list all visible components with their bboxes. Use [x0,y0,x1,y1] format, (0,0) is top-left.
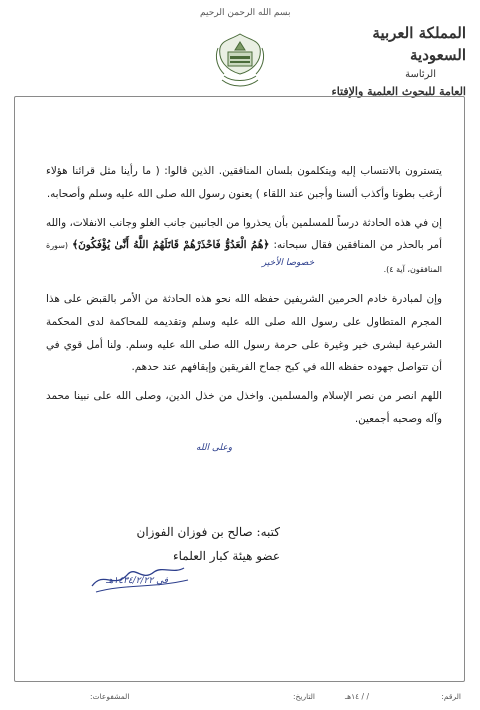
handwritten-note-2: وعلى الله [196,443,233,453]
date-label: التاريخ: [293,692,315,701]
quran-verse: ﴿هُمُ الْعَدُوُّ فَاحْذَرْهُمْ قَاتَلَهُمُ اللَّهُ أَنَّىٰ يُؤْفَكُونَ﴾ [72,239,270,252]
handwritten-note-1: خصوصا الأخير [262,258,315,268]
kingdom-title: المملكة العربية السعودية [372,24,466,64]
presidency-emblem-icon [212,30,268,94]
letterhead [316,22,466,100]
author-title: عضو هيئة كبار العلماء [173,549,280,563]
paragraph-2 [46,212,442,282]
department-title: العامة للبحوث العلمية والإفتاء [331,85,466,98]
presidency-title: الرئاسة [405,69,436,80]
signature-date: في ١٤٣٤/٢/٢٢هـ [106,576,168,586]
letter-body [46,160,442,437]
ref-label: الرقم: [441,692,461,701]
paragraph-4: اللهم انصر من نصر الإسلام والمسلمين. واخذل من خذل الدين، وصلى الله على نبينا محمد وآله وصحبه أجمعين. [46,390,442,425]
date-value: / / ١٤هـ [344,692,369,701]
basmala: بسم الله الرحمن الرحيم [200,8,291,18]
paragraph-2-text: إن في هذه الحادثة درساً للمسلمين بأن يحذروا من الجانبين جانب الغلو وجانب الانفلات، والله أمر بالحذر من المنافقين فقال سبحانه: [46,216,442,252]
paragraph-3: وإن لمبادرة خادم الحرمين الشريفين حفظه الله نحو هذه الحادثة من الأمر بالقبض على هذا المجرم المتطاول على رسول الله صلى الله عليه وسلم وتقديمه للمحاكمة لدى المحكمة الشرعية لبشرى خير وغيرة على حرمة رسول الله صلى الله عليه وسلم. ولنا أمل قوي في أن تتواصل جهوده حفظه الله في كبح جماح الفريقين وإيقافهم عند حدهم. [46,292,442,374]
paragraph-1: يتسترون بالانتساب إليه ويتكلمون بلسان المنافقين. الذين قالوا: ( ما رأينا مثل قرائنا هؤلاء أرغب بطونا وأكذب ألسنا وأجبن عند اللقاء ) يعنون رسول الله صلى الله عليه وسلم وأصحابه. [46,165,442,200]
author-line: كتبه: صالح بن فوزان الفوزان [136,525,280,539]
verse-citation: (سورة المنافقون، آية ٤). [46,241,442,275]
attachments-label: المشفوعات: [90,692,130,701]
footer-bar [14,690,465,706]
